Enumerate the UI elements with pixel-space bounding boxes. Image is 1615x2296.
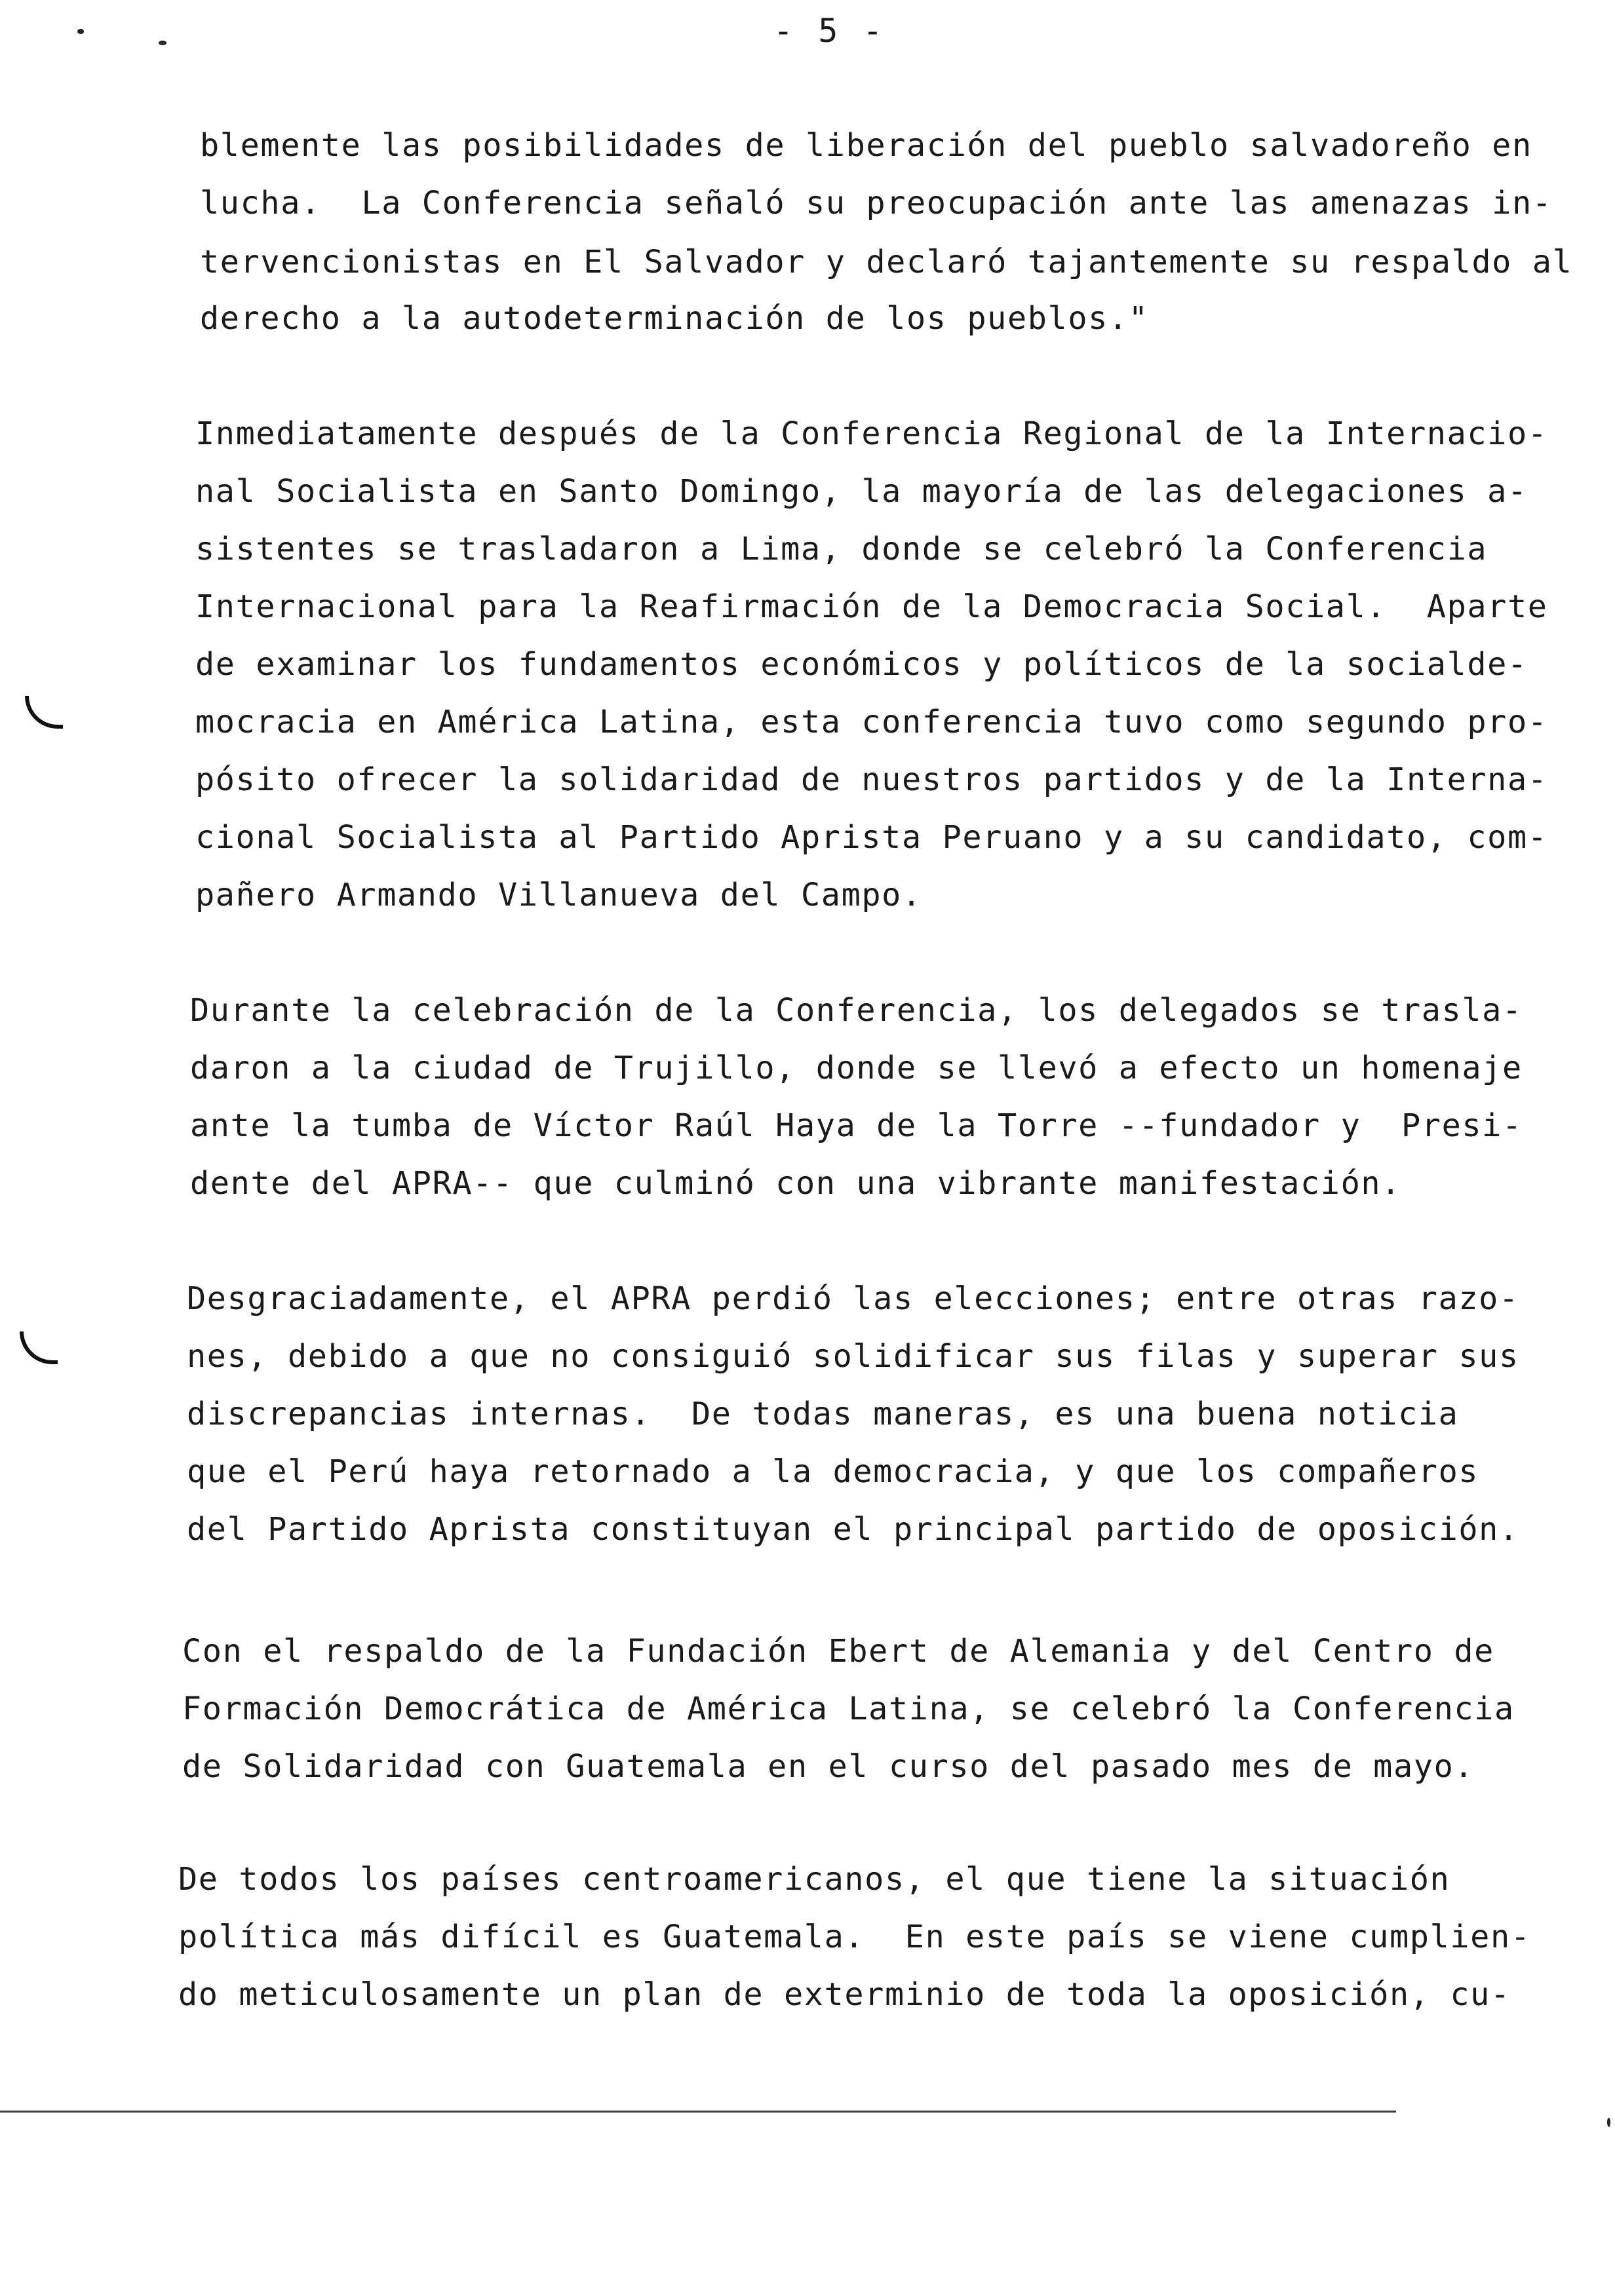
text-line: nes, debido a que no consiguió solidificar sus filas y superar sus xyxy=(187,1338,1519,1375)
text-line: pañero Armando Villanueva del Campo. xyxy=(195,877,922,913)
text-line: política más difícil es Guatemala. En este país se viene cumplien- xyxy=(178,1919,1531,1955)
text-line: Durante la celebración de la Conferencia, los delegados se trasla- xyxy=(190,992,1523,1029)
scan-speck-right xyxy=(1607,2118,1610,2127)
text-line: tervencionistas en El Salvador y declaró tajantemente su respaldo al xyxy=(200,244,1573,280)
text-line: pósito ofrecer la solidaridad de nuestros partidos y de la Interna- xyxy=(195,761,1548,798)
margin-mark-upper xyxy=(25,696,63,729)
text-line: sistentes se trasladaron a Lima, donde se celebró la Conferencia xyxy=(195,531,1488,567)
text-line: de examinar los fundamentos económicos y políticos de la socialde- xyxy=(195,646,1528,683)
text-line: ante la tumba de Víctor Raúl Haya de la Torre --fundador y Presi- xyxy=(190,1107,1523,1144)
text-line: do meticulosamente un plan de exterminio de toda la oposición, cu- xyxy=(178,1976,1511,2013)
text-line: nal Socialista en Santo Domingo, la mayoría de las delegaciones a- xyxy=(195,473,1528,510)
text-line: cional Socialista al Partido Aprista Peruano y a su candidato, com- xyxy=(195,819,1548,856)
text-line: del Partido Aprista constituyan el principal partido de oposición. xyxy=(187,1511,1519,1548)
text-line: Internacional para la Reafirmación de la Democracia Social. Aparte xyxy=(195,588,1548,625)
text-line: de Solidaridad con Guatemala en el curso del pasado mes de mayo. xyxy=(182,1748,1475,1785)
text-line: lucha. La Conferencia señaló su preocupación ante las amenazas in- xyxy=(200,185,1553,221)
text-line: dente del APRA-- que culminó con una vibrante manifestación. xyxy=(190,1165,1401,1202)
scan-speck-top-left-2 xyxy=(159,41,166,45)
text-line: mocracia en América Latina, esta conferencia tuvo como segundo pro- xyxy=(195,704,1548,740)
footer-rule xyxy=(0,2111,1396,2113)
margin-mark-lower xyxy=(20,1331,58,1364)
text-line: que el Perú haya retornado a la democracia, y que los compañeros xyxy=(187,1453,1479,1490)
text-line: Formación Democrática de América Latina, se celebró la Conferencia xyxy=(182,1691,1515,1727)
text-line: derecho a la autodeterminación de los pueblos." xyxy=(200,300,1149,337)
scan-speck-top-left xyxy=(77,29,84,34)
text-line: daron a la ciudad de Trujillo, donde se llevó a efecto un homenaje xyxy=(190,1050,1523,1086)
page-number: - 5 - xyxy=(773,12,885,50)
text-line: Con el respaldo de la Fundación Ebert de Alemania y del Centro de xyxy=(182,1633,1494,1670)
text-line: blemente las posibilidades de liberación del pueblo salvadoreño en xyxy=(200,127,1532,164)
text-line: De todos los países centroamericanos, el que tiene la situación xyxy=(178,1861,1450,1898)
text-line: Desgraciadamente, el APRA perdió las elecciones; entre otras razo- xyxy=(187,1280,1519,1317)
text-line: discrepancias internas. De todas maneras, es una buena noticia xyxy=(187,1396,1459,1432)
text-line: Inmediatamente después de la Conferencia Regional de la Internacio- xyxy=(195,415,1548,452)
